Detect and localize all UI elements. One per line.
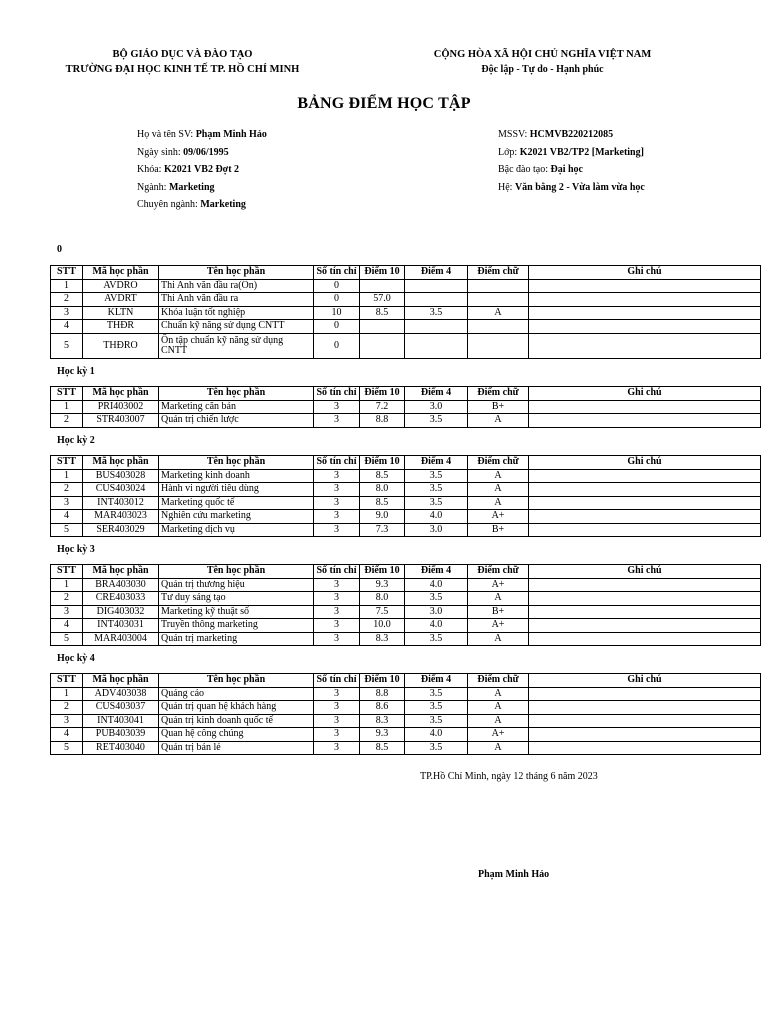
credits: 3: [314, 714, 360, 728]
course-code: ADV403038: [83, 687, 159, 701]
table-row: [51, 293, 761, 307]
col-credits-header: Số tín chỉ: [314, 266, 360, 280]
credits: 3: [314, 469, 360, 483]
letter-grade: [468, 293, 529, 307]
letter-grade: B+: [468, 605, 529, 619]
row-number: 1: [51, 279, 83, 293]
course-code: BRA403030: [83, 578, 159, 592]
letter-grade: A: [468, 592, 529, 606]
course-name: Quan hệ công chúng: [159, 728, 314, 742]
specialization-line: [137, 196, 267, 214]
grades-table: [50, 455, 761, 537]
credits: 3: [314, 483, 360, 497]
class-line: [498, 144, 645, 162]
university-name: TRƯỜNG ĐẠI HỌC KINH TẾ TP. HỒ CHÍ MINH: [65, 64, 300, 75]
col-letter-grade-header: Điểm chữ: [468, 266, 529, 280]
course-code: INT403031: [83, 619, 159, 633]
credits: 10: [314, 306, 360, 320]
letter-grade: A: [468, 306, 529, 320]
score-10: 8.3: [360, 632, 405, 646]
table-header-row: [51, 565, 761, 579]
col-course-code-header: Mã học phần: [83, 456, 159, 470]
issue-date: TP.Hồ Chí Minh, ngày 12 tháng 6 năm 2023: [420, 771, 598, 782]
note: [529, 333, 761, 358]
score-10: 8.8: [360, 687, 405, 701]
row-number: 2: [51, 483, 83, 497]
course-code: CRE403033: [83, 592, 159, 606]
course-code: CUS403037: [83, 701, 159, 715]
national-header: [410, 47, 675, 77]
row-number: 5: [51, 632, 83, 646]
letter-grade: A: [468, 687, 529, 701]
course-name: Thi Anh văn đầu ra(Ôn): [159, 279, 314, 293]
student-info-right: [498, 126, 645, 196]
score-10: 8.5: [360, 469, 405, 483]
score-10: [360, 320, 405, 334]
grades-table: [50, 386, 761, 428]
letter-grade: [468, 279, 529, 293]
score-4: 4.0: [405, 578, 468, 592]
course-code: PRI403002: [83, 400, 159, 414]
row-number: 2: [51, 592, 83, 606]
note: [529, 414, 761, 428]
course-code: PUB403039: [83, 728, 159, 742]
score-4: 3.0: [405, 523, 468, 537]
student-name: Phạm Minh Hảo: [195, 129, 267, 140]
row-number: 3: [51, 605, 83, 619]
credits: 3: [314, 701, 360, 715]
col-course-name-header: Tên học phần: [159, 674, 314, 688]
credits: 3: [314, 510, 360, 524]
note: [529, 293, 761, 307]
row-number: 2: [51, 293, 83, 307]
class-label: Lớp:: [498, 146, 520, 158]
cohort-line: [137, 161, 267, 179]
table-row: [51, 306, 761, 320]
col-letter-grade-header: Điểm chữ: [468, 387, 529, 401]
score-4: 3.5: [405, 469, 468, 483]
grades-table: [50, 564, 761, 646]
course-code: RET403040: [83, 741, 159, 755]
score-4: [405, 293, 468, 307]
row-number: 4: [51, 320, 83, 334]
student-info-left: [137, 126, 267, 214]
row-number: 2: [51, 414, 83, 428]
col-score-4-header: Điểm 4: [405, 456, 468, 470]
note: [529, 619, 761, 633]
credits: 3: [314, 496, 360, 510]
note: [529, 320, 761, 334]
table-row: [51, 687, 761, 701]
course-code: MAR403023: [83, 510, 159, 524]
col-score-10-header: Điểm 10: [360, 387, 405, 401]
col-note-header: Ghi chú: [529, 387, 761, 401]
credits: 3: [314, 619, 360, 633]
col-stt-header: STT: [51, 456, 83, 470]
section-label: 0: [57, 244, 62, 255]
class-value: K2021 VB2/TP2 [Marketing]: [519, 146, 644, 158]
table-row: [51, 714, 761, 728]
table-row: [51, 605, 761, 619]
letter-grade: A: [468, 414, 529, 428]
score-10: 8.5: [360, 496, 405, 510]
cohort-value: K2021 VB2 Đợt 2: [163, 164, 240, 175]
table-row: [51, 496, 761, 510]
score-4: 3.5: [405, 741, 468, 755]
col-course-name-header: Tên học phần: [159, 387, 314, 401]
col-score-10-header: Điểm 10: [360, 674, 405, 688]
table-row: [51, 469, 761, 483]
score-10: 57.0: [360, 293, 405, 307]
section-label: Học kỳ 2: [57, 435, 95, 446]
col-course-code-header: Mã học phần: [83, 674, 159, 688]
letter-grade: A+: [468, 510, 529, 524]
score-4: 3.5: [405, 414, 468, 428]
course-name: Quản trị marketing: [159, 632, 314, 646]
table-row: [51, 279, 761, 293]
course-name: Marketing quốc tế: [159, 496, 314, 510]
level-line: [498, 161, 645, 179]
note: [529, 279, 761, 293]
score-10: 9.0: [360, 510, 405, 524]
row-number: 3: [51, 496, 83, 510]
score-10: 8.5: [360, 741, 405, 755]
col-note-header: Ghi chú: [529, 456, 761, 470]
score-10: 7.2: [360, 400, 405, 414]
note: [529, 687, 761, 701]
major-value: Marketing: [168, 181, 215, 193]
note: [529, 605, 761, 619]
score-4: 3.0: [405, 605, 468, 619]
credits: 3: [314, 687, 360, 701]
note: [529, 400, 761, 414]
course-name: Nghiên cứu marketing: [159, 510, 314, 524]
dob-value: 09/06/1995: [183, 146, 229, 158]
score-10: 7.5: [360, 605, 405, 619]
letter-grade: A+: [468, 578, 529, 592]
table-header-row: [51, 266, 761, 280]
section-label: Học kỳ 4: [57, 653, 95, 664]
course-code: AVDRT: [83, 293, 159, 307]
letter-grade: A: [468, 632, 529, 646]
row-number: 3: [51, 306, 83, 320]
col-letter-grade-header: Điểm chữ: [468, 456, 529, 470]
table-header-row: [51, 387, 761, 401]
col-note-header: Ghi chú: [529, 266, 761, 280]
score-4: 3.5: [405, 687, 468, 701]
course-name: Quản trị bán lẻ: [159, 741, 314, 755]
credits: 3: [314, 741, 360, 755]
course-code: THĐR: [83, 320, 159, 334]
col-credits-header: Số tín chỉ: [314, 456, 360, 470]
table-row: [51, 414, 761, 428]
score-10: 7.3: [360, 523, 405, 537]
student-name-line: [137, 126, 267, 144]
course-code: SER403029: [83, 523, 159, 537]
letter-grade: A: [468, 483, 529, 497]
section-label: Học kỳ 3: [57, 544, 95, 555]
score-4: 3.5: [405, 714, 468, 728]
letter-grade: [468, 333, 529, 358]
system-value: Văn bằng 2 - Vừa làm vừa học: [514, 181, 645, 193]
specialization-value: Marketing: [200, 199, 246, 210]
row-number: 5: [51, 523, 83, 537]
credits: 0: [314, 333, 360, 358]
score-10: 8.0: [360, 592, 405, 606]
col-score-4-header: Điểm 4: [405, 266, 468, 280]
row-number: 1: [51, 469, 83, 483]
letter-grade: A: [468, 469, 529, 483]
col-score-10-header: Điểm 10: [360, 456, 405, 470]
col-note-header: Ghi chú: [529, 674, 761, 688]
student-id-label: MSSV:: [498, 129, 530, 140]
col-stt-header: STT: [51, 674, 83, 688]
note: [529, 496, 761, 510]
table-row: [51, 523, 761, 537]
note: [529, 728, 761, 742]
letter-grade: A: [468, 741, 529, 755]
note: [529, 592, 761, 606]
score-10: [360, 279, 405, 293]
table-row: [51, 632, 761, 646]
credits: 3: [314, 523, 360, 537]
row-number: 3: [51, 714, 83, 728]
credits: 3: [314, 414, 360, 428]
course-name: Quản trị thương hiệu: [159, 578, 314, 592]
score-4: 3.5: [405, 592, 468, 606]
note: [529, 578, 761, 592]
col-course-code-header: Mã học phần: [83, 565, 159, 579]
course-name: Thi Anh văn đầu ra: [159, 293, 314, 307]
level-label: Bậc đào tạo:: [498, 164, 551, 175]
note: [529, 510, 761, 524]
note: [529, 469, 761, 483]
letter-grade: A+: [468, 619, 529, 633]
score-10: 8.0: [360, 483, 405, 497]
col-course-name-header: Tên học phần: [159, 266, 314, 280]
system-label: Hệ:: [498, 181, 515, 193]
row-number: 4: [51, 619, 83, 633]
course-name: Marketing kinh doanh: [159, 469, 314, 483]
note: [529, 632, 761, 646]
credits: 3: [314, 400, 360, 414]
score-4: [405, 333, 468, 358]
credits: 3: [314, 632, 360, 646]
score-10: [360, 333, 405, 358]
row-number: 2: [51, 701, 83, 715]
course-name: Quảng cáo: [159, 687, 314, 701]
table-row: [51, 578, 761, 592]
score-4: 3.5: [405, 483, 468, 497]
table-header-row: [51, 674, 761, 688]
score-4: 4.0: [405, 728, 468, 742]
col-course-code-header: Mã học phần: [83, 387, 159, 401]
dob-line: [137, 144, 267, 162]
credits: 0: [314, 320, 360, 334]
score-4: 3.5: [405, 632, 468, 646]
course-code: INT403041: [83, 714, 159, 728]
col-note-header: Ghi chú: [529, 565, 761, 579]
letter-grade: A: [468, 701, 529, 715]
table-row: [51, 592, 761, 606]
score-10: 10.0: [360, 619, 405, 633]
course-code: STR403007: [83, 414, 159, 428]
col-credits-header: Số tín chỉ: [314, 674, 360, 688]
credits: 3: [314, 592, 360, 606]
note: [529, 701, 761, 715]
col-stt-header: STT: [51, 266, 83, 280]
score-4: 3.0: [405, 400, 468, 414]
row-number: 1: [51, 687, 83, 701]
note: [529, 714, 761, 728]
course-name: Truyền thông marketing: [159, 619, 314, 633]
major-line: [137, 179, 267, 197]
course-code: THĐRO: [83, 333, 159, 358]
score-10: 8.6: [360, 701, 405, 715]
col-letter-grade-header: Điểm chữ: [468, 674, 529, 688]
col-stt-header: STT: [51, 565, 83, 579]
row-number: 4: [51, 728, 83, 742]
row-number: 4: [51, 510, 83, 524]
score-10: 8.5: [360, 306, 405, 320]
row-number: 5: [51, 741, 83, 755]
score-4: 3.5: [405, 496, 468, 510]
course-name: Marketing kỹ thuật số: [159, 605, 314, 619]
score-4: 4.0: [405, 510, 468, 524]
note: [529, 306, 761, 320]
credits: 0: [314, 293, 360, 307]
section-label: Học kỳ 1: [57, 366, 95, 377]
course-name: Quản trị quan hệ khách hàng: [159, 701, 314, 715]
table-row: [51, 400, 761, 414]
document-title: BẢNG ĐIỂM HỌC TẬP: [297, 95, 471, 112]
col-course-code-header: Mã học phần: [83, 266, 159, 280]
row-number: 5: [51, 333, 83, 358]
credits: 3: [314, 728, 360, 742]
col-course-name-header: Tên học phần: [159, 456, 314, 470]
table-header-row: [51, 456, 761, 470]
course-name: Chuẩn kỹ năng sử dụng CNTT: [159, 320, 314, 334]
score-4: 3.5: [405, 701, 468, 715]
score-10: 9.3: [360, 728, 405, 742]
system-line: [498, 179, 645, 197]
course-name: Khóa luận tốt nghiệp: [159, 306, 314, 320]
dob-label: Ngày sinh:: [137, 146, 184, 158]
score-4: 3.5: [405, 306, 468, 320]
letter-grade: B+: [468, 400, 529, 414]
course-code: CUS403024: [83, 483, 159, 497]
specialization-label: Chuyên ngành:: [137, 199, 201, 210]
ministry-name: BỘ GIÁO DỤC VÀ ĐÀO TẠO: [112, 49, 253, 60]
score-4: 4.0: [405, 619, 468, 633]
signer-name: Phạm Minh Hảo: [478, 869, 550, 880]
table-row: [51, 333, 761, 358]
course-code: DIG403032: [83, 605, 159, 619]
course-name: Marketing căn bản: [159, 400, 314, 414]
cohort-label: Khóa:: [137, 164, 164, 175]
note: [529, 523, 761, 537]
grades-table: [50, 265, 761, 359]
student-name-label: Họ và tên SV:: [137, 129, 196, 140]
national-motto: Độc lập - Tự do - Hạnh phúc: [481, 64, 604, 75]
course-name: Tư duy sáng tạo: [159, 592, 314, 606]
score-4: [405, 279, 468, 293]
col-credits-header: Số tín chỉ: [314, 387, 360, 401]
table-row: [51, 320, 761, 334]
table-row: [51, 510, 761, 524]
course-name: Marketing dịch vụ: [159, 523, 314, 537]
col-score-4-header: Điểm 4: [405, 387, 468, 401]
score-4: [405, 320, 468, 334]
credits: 3: [314, 605, 360, 619]
course-code: BUS403028: [83, 469, 159, 483]
letter-grade: A: [468, 714, 529, 728]
note: [529, 741, 761, 755]
col-course-name-header: Tên học phần: [159, 565, 314, 579]
course-name: Hành vi người tiêu dùng: [159, 483, 314, 497]
course-name: Quản trị chiến lược: [159, 414, 314, 428]
table-row: [51, 741, 761, 755]
score-10: 9.3: [360, 578, 405, 592]
table-row: [51, 619, 761, 633]
course-name: Ôn tập chuẩn kỹ năng sử dụng CNTT: [159, 333, 314, 358]
ministry-header: [40, 47, 325, 77]
student-id: HCMVB220212085: [529, 129, 614, 140]
col-score-10-header: Điểm 10: [360, 266, 405, 280]
table-row: [51, 483, 761, 497]
letter-grade: A: [468, 496, 529, 510]
score-10: 8.3: [360, 714, 405, 728]
republic-name: CỘNG HÒA XÃ HỘI CHỦ NGHĨA VIỆT NAM: [433, 49, 652, 60]
table-row: [51, 701, 761, 715]
letter-grade: B+: [468, 523, 529, 537]
col-stt-header: STT: [51, 387, 83, 401]
grades-table: [50, 673, 761, 755]
major-label: Ngành:: [137, 181, 169, 193]
level-value: Đại học: [550, 164, 583, 175]
col-credits-header: Số tín chỉ: [314, 565, 360, 579]
col-score-10-header: Điểm 10: [360, 565, 405, 579]
col-score-4-header: Điểm 4: [405, 674, 468, 688]
letter-grade: [468, 320, 529, 334]
course-code: MAR403004: [83, 632, 159, 646]
credits: 0: [314, 279, 360, 293]
col-score-4-header: Điểm 4: [405, 565, 468, 579]
row-number: 1: [51, 578, 83, 592]
row-number: 1: [51, 400, 83, 414]
credits: 3: [314, 578, 360, 592]
course-code: AVDRO: [83, 279, 159, 293]
col-letter-grade-header: Điểm chữ: [468, 565, 529, 579]
table-row: [51, 728, 761, 742]
student-id-line: [498, 126, 645, 144]
letter-grade: A+: [468, 728, 529, 742]
note: [529, 483, 761, 497]
course-code: INT403012: [83, 496, 159, 510]
course-name: Quản trị kinh doanh quốc tế: [159, 714, 314, 728]
score-10: 8.8: [360, 414, 405, 428]
course-code: KLTN: [83, 306, 159, 320]
